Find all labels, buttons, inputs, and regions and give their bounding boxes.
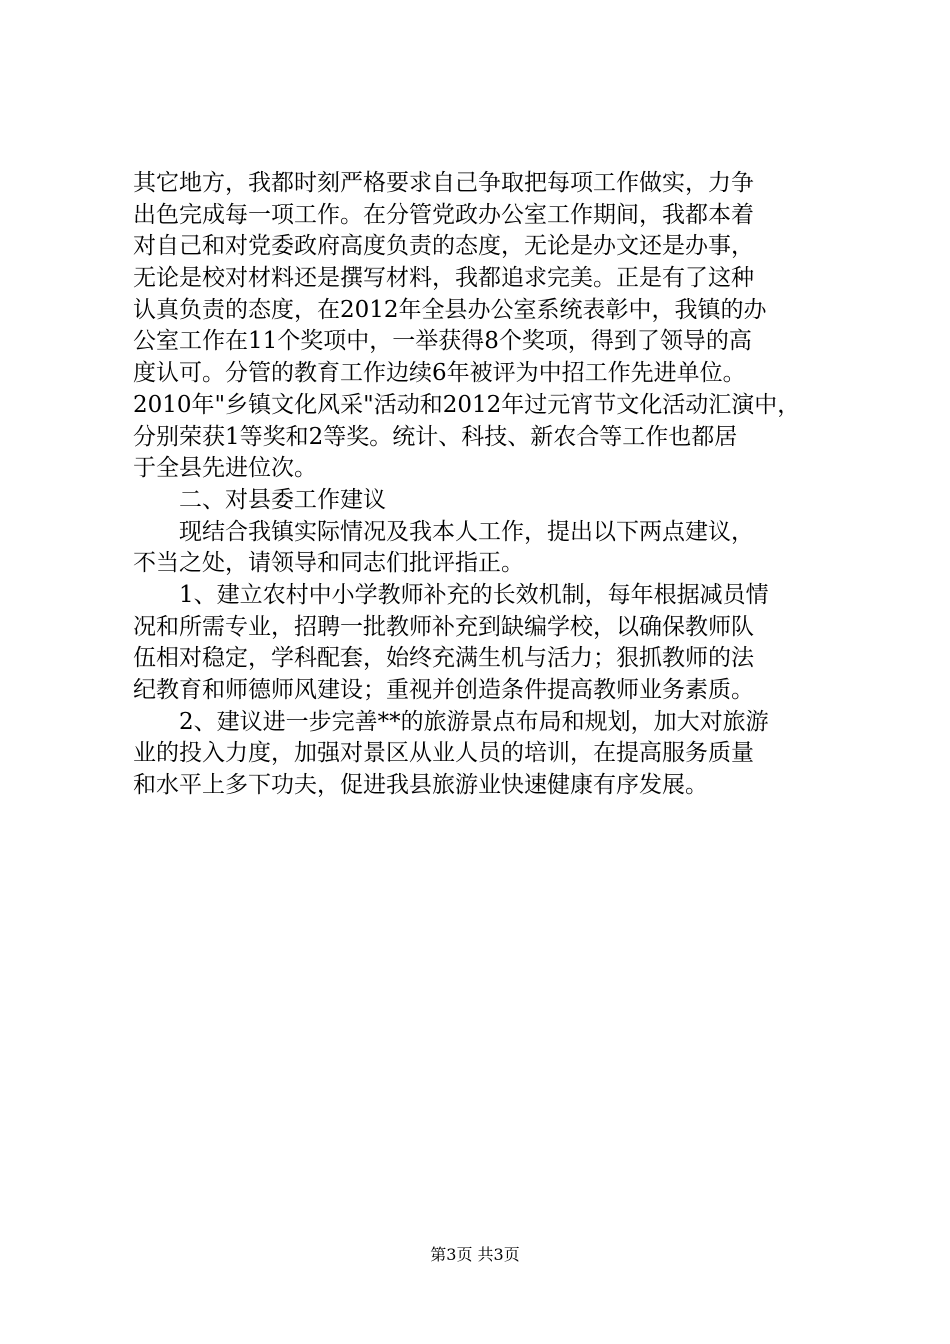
text-line: 2010年"乡镇文化风采"活动和2012年过元宵节文化活动汇演中， [133,391,801,418]
text-line: 度认可。分管的教育工作边续6年被评为中招工作先进单位。 [133,360,746,387]
text-line: 纪教育和师德师风建设；重视并创造条件提高教师业务素质。 [133,677,754,703]
text-line: 于全县先进位次。 [133,455,317,482]
text-line: 业的投入力度，加强对景区从业人员的培训，在提高服务质量 [133,740,754,767]
list-item-1: 1、建立农村中小学教师补充的长效机制，每年根据减员情 [179,581,769,608]
text-line: 认真负责的态度，在2012年全县办公室系统表彰中，我镇的办 [133,296,767,323]
list-item-2: 2、建议进一步完善**的旅游景点布局和规划，加大对旅游 [179,708,769,735]
text-line: 况和所需专业，招聘一批教师补充到缺编学校，以确保教师队 [133,613,754,640]
text-line: 无论是校对材料还是撰写材料，我都追求完美。正是有了这种 [133,265,754,292]
text-line: 公室工作在11个奖项中，一举获得8个奖项，得到了领导的高 [133,328,752,355]
text-line: 和水平上多下功夫，促进我县旅游业快速健康有序发展。 [133,772,708,799]
text-line: 伍相对稳定，学科配套，始终充满生机与活力；狠抓教师的法 [133,645,754,672]
text-line: 现结合我镇实际情况及我本人工作，提出以下两点建议， [179,518,754,545]
section-heading: 二、对县委工作建议 [179,486,386,513]
text-line: 出色完成每一项工作。在分管党政办公室工作期间，我都本着 [133,201,754,228]
text-line: 分别荣获1等奖和2等奖。统计、科技、新农合等工作也都居 [133,423,738,450]
text-line: 其它地方，我都时刻严格要求自己争取把每项工作做实，力争 [133,170,754,196]
text-line: 不当之处，请领导和同志们批评指正。 [133,550,524,577]
body-text [133,168,833,802]
text-line: 对自己和对党委政府高度负责的态度，无论是办文还是办事， [133,233,754,260]
page-footer: 第3页 共3页 [430,1245,520,1264]
